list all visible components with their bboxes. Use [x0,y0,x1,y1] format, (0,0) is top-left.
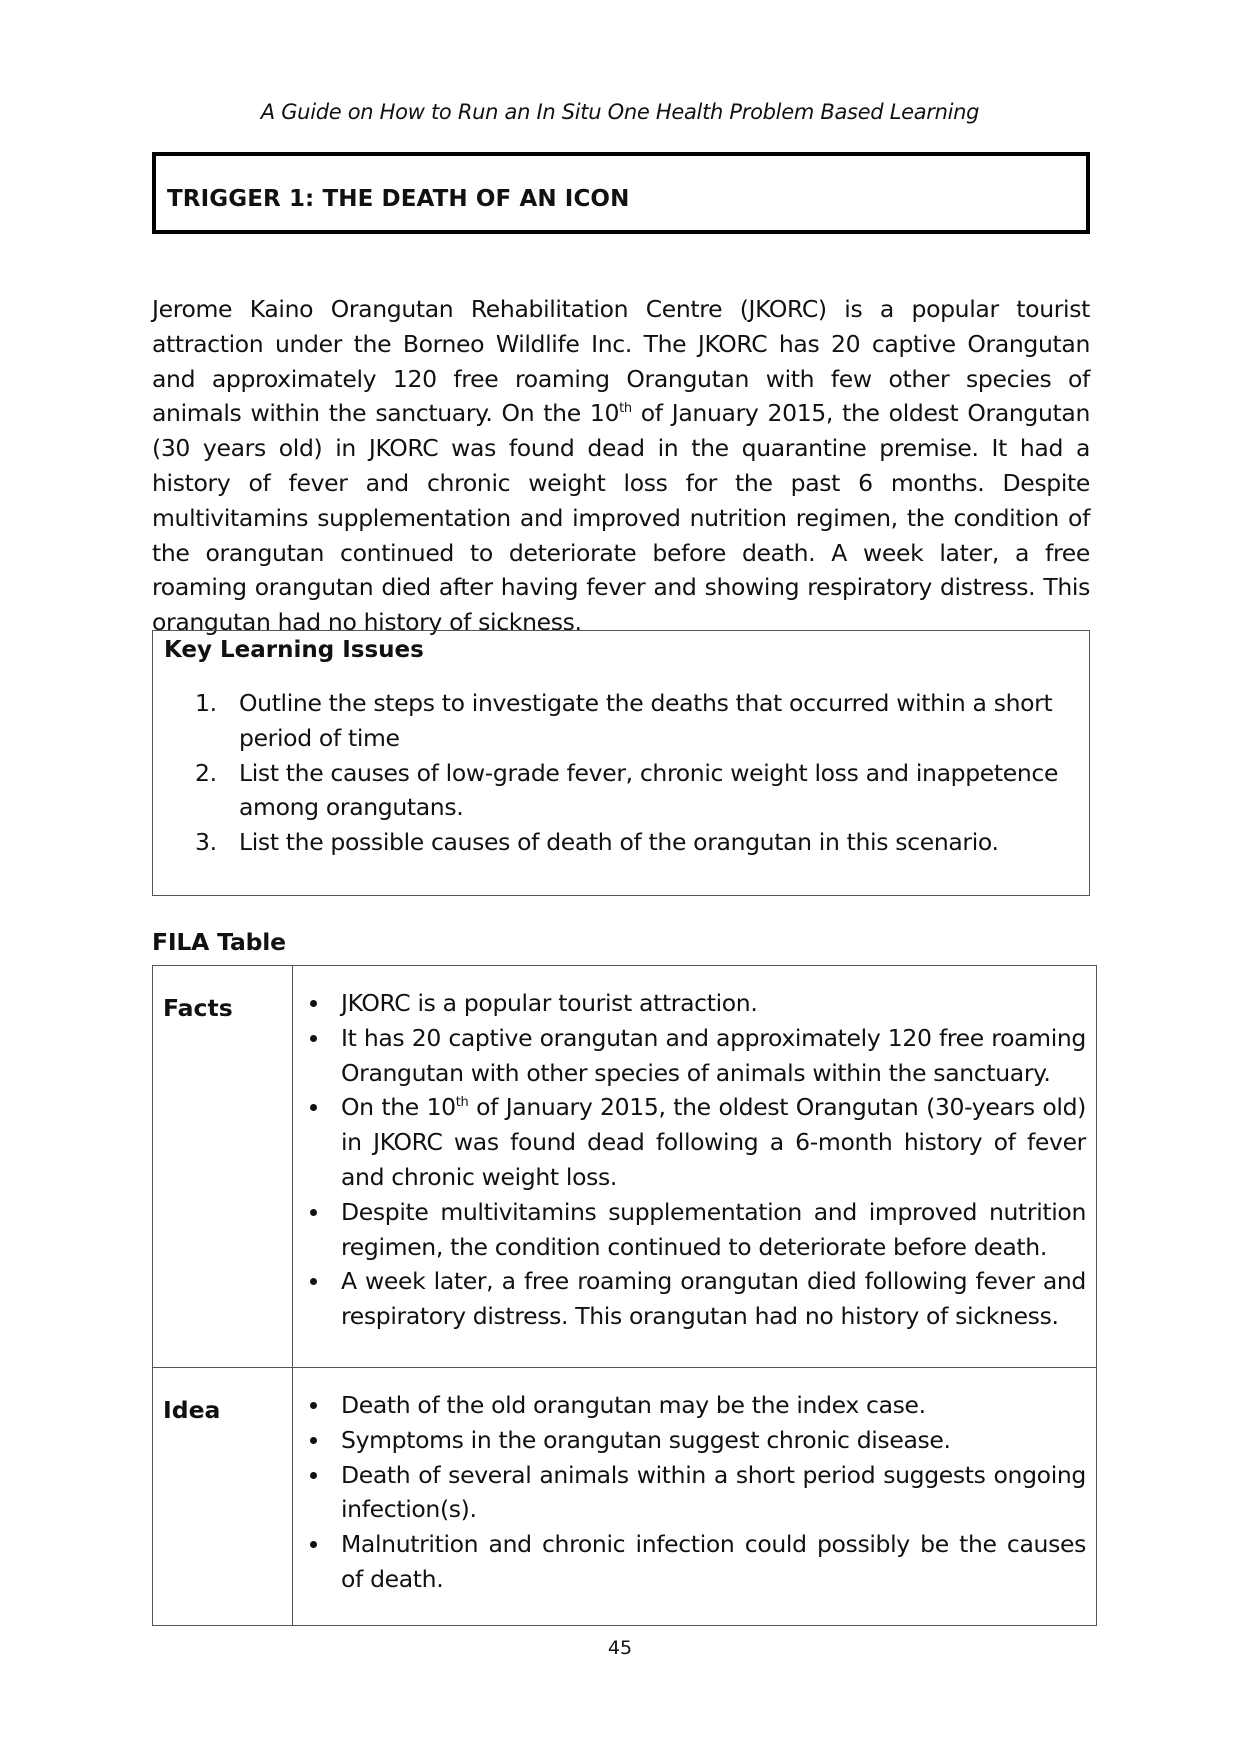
list-item: Symptoms in the orangutan suggest chronic disease. [293,1423,1086,1458]
list-item [293,1090,1086,1194]
idea-cell [293,1368,1097,1626]
list-item: A week later, a free roaming orangutan died following fever and respiratory distress. This orangutan had no history of sickness. [293,1264,1086,1334]
list-item: Malnutrition and chronic infection could possibly be the causes of death. [293,1527,1086,1597]
trigger-title: TRIGGER 1: THE DEATH OF AN ICON [167,186,630,212]
list-item-text: Outline the steps to investigate the deaths that occurred within a short period of time [239,689,1053,752]
key-learning-issues-title: Key Learning Issues [164,637,424,663]
idea-list [293,1368,1096,1622]
list-item [195,686,1075,756]
list-item: Despite multivitamins supplementation and improved nutrition regimen, the condition continued to deteriorate before death. [293,1195,1086,1265]
list-item-text: List the causes of low-grade fever, chronic weight loss and inappetence among orangutans. [239,758,1059,822]
facts-list [293,966,1096,1359]
intro-paragraph [152,292,1090,640]
key-learning-issues-box [152,630,1090,896]
list-item-number: 1. [195,689,217,717]
fila-table-heading: FILA Table [152,928,286,956]
intro-superscript: th [619,401,632,417]
list-item: It has 20 captive orangutan and approximately 120 free roaming Orangutan with other species of animals within the sanctuary. [293,1021,1086,1091]
key-learning-issues-list [195,686,1075,860]
facts-label: Facts [153,966,293,1368]
list-item [195,756,1075,826]
running-header: A Guide on How to Run an In Situ One Health Problem Based Learning [260,100,980,124]
fact-superscript: th [455,1095,469,1111]
facts-cell [293,966,1097,1368]
trigger-title-box [152,152,1090,234]
table-row-idea [153,1368,1097,1626]
list-item: Death of the old orangutan may be the index case. [293,1388,1086,1423]
list-item-number: 3. [195,828,217,857]
table-row-facts [153,966,1097,1368]
list-item-number: 2. [195,758,217,787]
idea-label: Idea [153,1368,293,1626]
list-item-text: List the possible causes of death of the orangutan in this scenario. [239,828,999,857]
list-item: JKORC is a popular tourist attraction. [293,986,1086,1021]
list-item: Death of several animals within a short period suggests ongoing infection(s). [293,1458,1086,1528]
intro-text-part1: Jerome Kaino Orangutan Rehabilitation Centre (JKORC) is a popular tourist attraction under the Borneo Wildlife Inc. The JKORC has 20 captive Orangutan and approximately 120 free roaming Orangutan with few other species of animals within the sanctuary. On the 10 [152,295,1090,428]
list-item [195,825,1075,860]
fila-table [152,965,1097,1626]
page-number: 45 [607,1637,633,1659]
fact-text-part1: On the 10 [341,1093,456,1122]
fact-text-part2: of January 2015, the oldest Orangutan (30-years old) in JKORC was found dead following a 6-month history of fever and chronic weight loss. [341,1093,1087,1191]
intro-text-part2: of January 2015, the oldest Orangutan (30 years old) in JKORC was found dead in the quarantine premise. It had a history of fever and chronic weight loss for the past 6 months. Despite multivitamins supplementation and improved nutrition regimen, the condition of the orangutan continued to deteriorate before death. A week later, a free roaming orangutan died after having fever and showing respiratory distress. This orangutan had no history of sickness. [152,399,1090,637]
